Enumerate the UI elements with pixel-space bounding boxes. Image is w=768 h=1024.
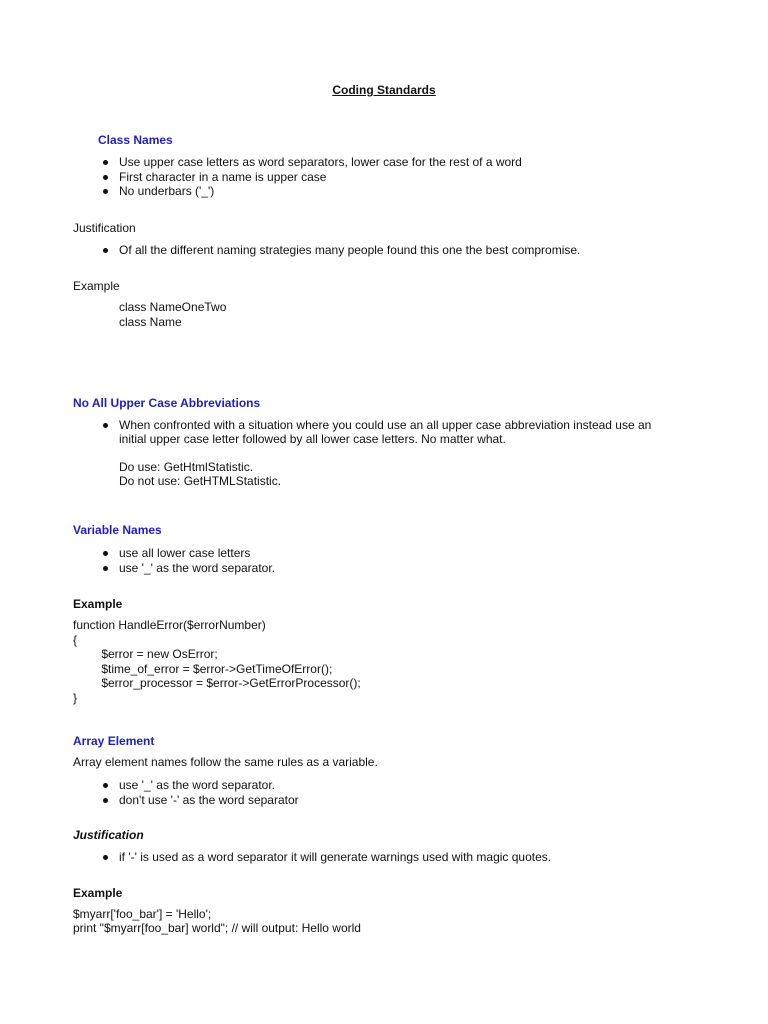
code-line: $error_processor = $error->GetErrorProcessor(); bbox=[88, 676, 361, 690]
array-element-code-line: print "$myarr[foo_bar] world"; // will output: Hello world bbox=[73, 921, 361, 935]
array-element-justification-bullets bbox=[119, 850, 551, 865]
abbreviations-heading: No All Upper Case Abbreviations bbox=[73, 396, 261, 410]
code-line: $time_of_error = $error->GetTimeOfError(); bbox=[88, 661, 333, 676]
class-names-example-line: class Name bbox=[119, 315, 182, 329]
list-item: use '_' as the word separator. bbox=[119, 778, 299, 793]
abbreviations-bullets bbox=[119, 418, 651, 433]
list-item: Use upper case letters as word separators, lower case for the rest of a word bbox=[119, 155, 522, 169]
array-element-example-label: Example bbox=[73, 886, 123, 900]
list-item: don't use '-' as the word separator bbox=[119, 792, 299, 807]
list-item: No underbars ('_') bbox=[119, 184, 522, 199]
class-names-example-label: Example bbox=[73, 279, 120, 293]
class-names-justification-bullets bbox=[119, 243, 580, 258]
abbreviations-bullet-continuation: initial upper case letter followed by all lower case letters. No matter what. bbox=[119, 432, 506, 446]
abbreviations-do-not-use: Do not use: GetHTMLStatistic. bbox=[119, 474, 282, 488]
code-line: function HandleError($errorNumber) bbox=[73, 618, 266, 632]
page-title bbox=[0, 83, 768, 98]
list-item: Of all the different naming strategies many people found this one the best compromise. bbox=[119, 243, 581, 257]
array-element-intro: Array element names follow the same rules as a variable. bbox=[73, 755, 378, 769]
array-element-code-line: $myarr['foo_bar'] = 'Hello'; bbox=[73, 907, 212, 921]
array-element-bullets bbox=[119, 778, 299, 807]
list-item: use '_' as the word separator. bbox=[119, 560, 276, 575]
list-item: When confronted with a situation where you could use an all upper case abbreviation instead use an bbox=[119, 418, 652, 432]
array-element-heading: Array Element bbox=[73, 734, 155, 748]
code-line: { bbox=[73, 632, 78, 647]
class-names-bullets bbox=[119, 155, 522, 199]
page-title-text: Coding Standards bbox=[332, 83, 436, 97]
variable-names-code-block bbox=[73, 618, 361, 705]
variable-names-example-label: Example bbox=[73, 597, 123, 611]
class-names-example-line: class NameOneTwo bbox=[119, 300, 227, 314]
class-names-heading: Class Names bbox=[98, 133, 173, 147]
variable-names-heading: Variable Names bbox=[73, 523, 162, 537]
class-names-justification-label: Justification bbox=[73, 221, 136, 235]
list-item: First character in a name is upper case bbox=[119, 170, 522, 185]
list-item: use all lower case letters bbox=[119, 546, 275, 561]
list-item: if '-' is used as a word separator it will generate warnings used with magic quotes. bbox=[119, 850, 552, 864]
variable-names-bullets bbox=[119, 546, 275, 575]
code-line: } bbox=[73, 690, 78, 705]
array-element-justification-label: Justification bbox=[73, 828, 144, 842]
code-line: $error = new OsError; bbox=[88, 647, 218, 661]
abbreviations-do-use: Do use: GetHtmlStatistic. bbox=[119, 460, 254, 474]
